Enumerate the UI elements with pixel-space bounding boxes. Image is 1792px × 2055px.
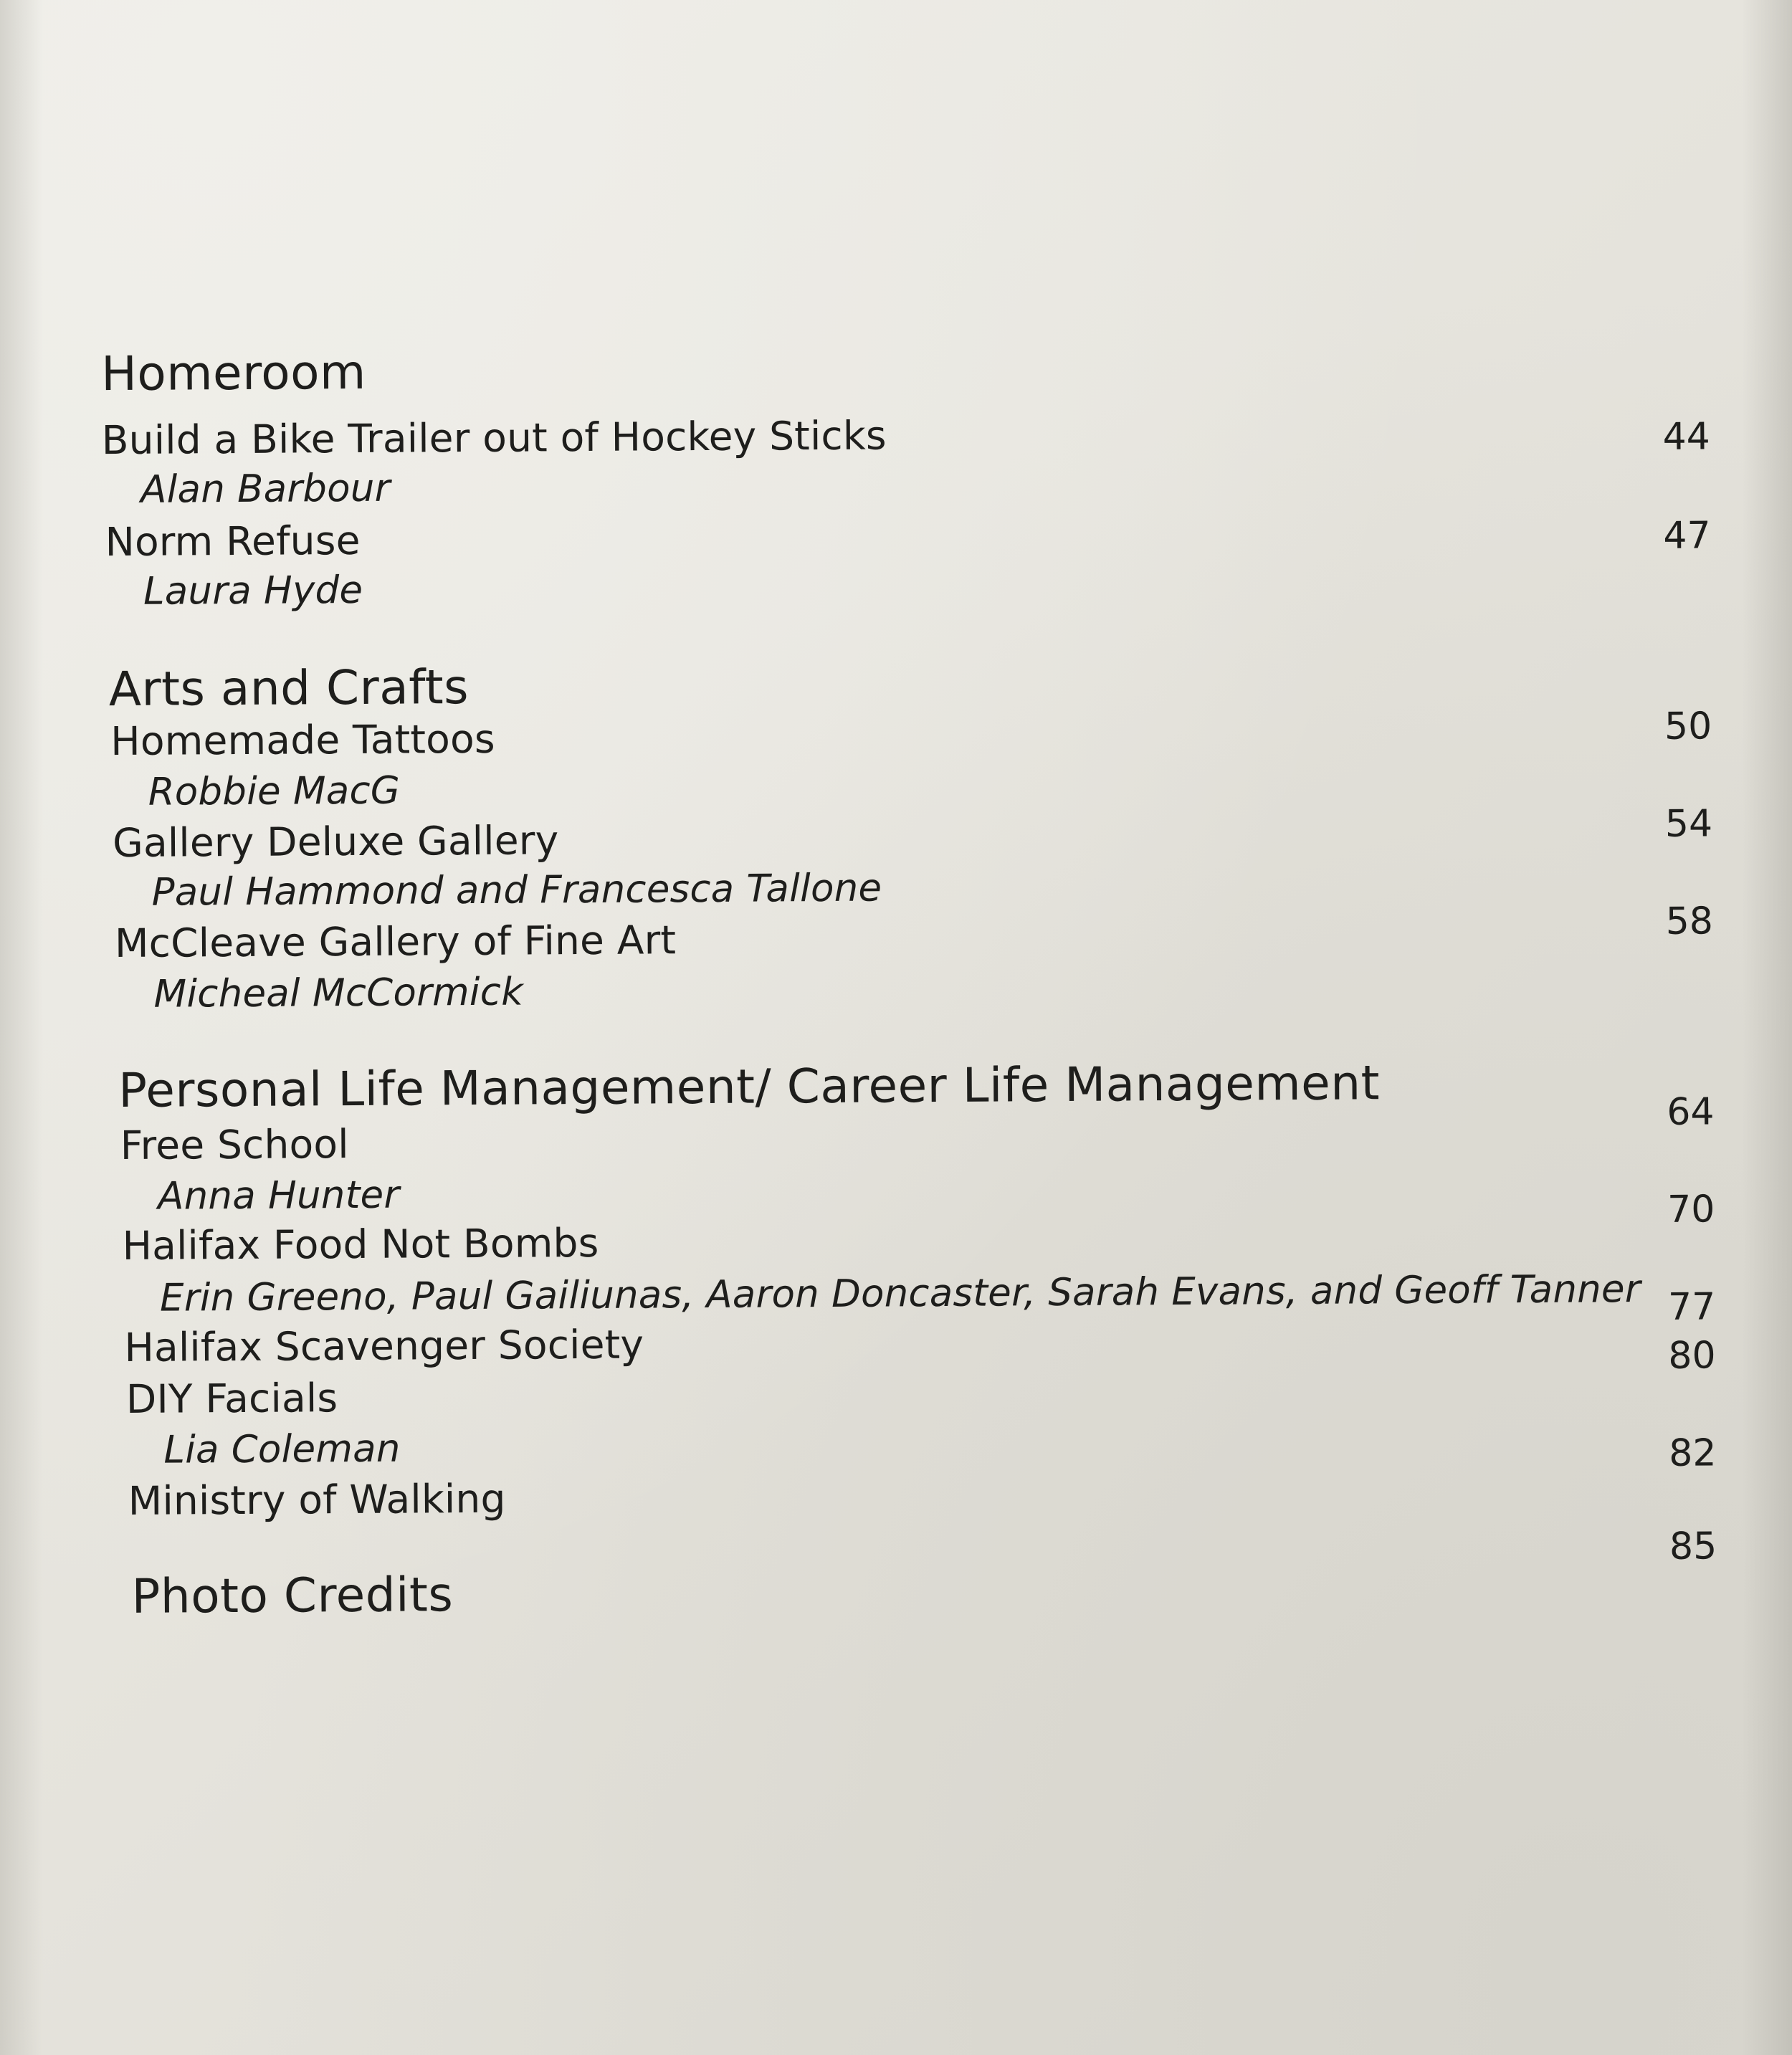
page-number: 58 (1665, 900, 1714, 943)
page-number: 82 (1669, 1431, 1717, 1475)
entry-author: Anna Hunter (158, 1173, 400, 1219)
page-number: 47 (1663, 514, 1711, 558)
entry-title: Free School (120, 1121, 349, 1169)
page-number: 50 (1664, 705, 1712, 748)
page-number: 44 (1662, 415, 1710, 459)
entry-author: Lia Coleman (163, 1426, 401, 1472)
entry-title: Halifax Food Not Bombs (122, 1219, 599, 1269)
entry-title: Norm Refuse (105, 517, 361, 566)
section-title-photo-credits: Photo Credits (131, 1567, 454, 1624)
page-number: 80 (1668, 1334, 1716, 1378)
page-number: 70 (1667, 1188, 1715, 1231)
entry-title: Homemade Tattoos (110, 715, 495, 765)
entry-author: Laura Hyde (143, 568, 363, 614)
entry-author: Erin Greeno, Paul Gailiunas, Aaron Doncaster, Sarah Evans, and Geoff Tanner (159, 1267, 1641, 1320)
entry-title: Build a Bike Trailer out of Hockey Sticks (101, 412, 887, 464)
page-number: 64 (1667, 1090, 1715, 1134)
entry-author: Alan Barbour (140, 466, 391, 512)
entry-author: Micheal McCormick (153, 970, 524, 1016)
entry-title: McCleave Gallery of Fine Art (114, 917, 677, 967)
entry-author: Paul Hammond and Francesca Tallone (151, 866, 882, 915)
entry-title: DIY Facials (125, 1375, 338, 1422)
entry-title: Halifax Scavenger Society (124, 1321, 644, 1370)
page-number: 54 (1664, 802, 1713, 846)
entry-title: Gallery Deluxe Gallery (112, 817, 559, 867)
page-number: 77 (1667, 1285, 1716, 1329)
entry-author: Robbie MacG (148, 768, 401, 814)
section-title-personal-life-management: Personal Life Management/ Career Life Management (118, 1055, 1381, 1119)
section-title-homeroom: Homeroom (100, 344, 367, 402)
entry-title: Ministry of Walking (128, 1475, 506, 1524)
page-number: 85 (1669, 1525, 1717, 1568)
section-title-arts-and-crafts: Arts and Crafts (108, 659, 470, 717)
